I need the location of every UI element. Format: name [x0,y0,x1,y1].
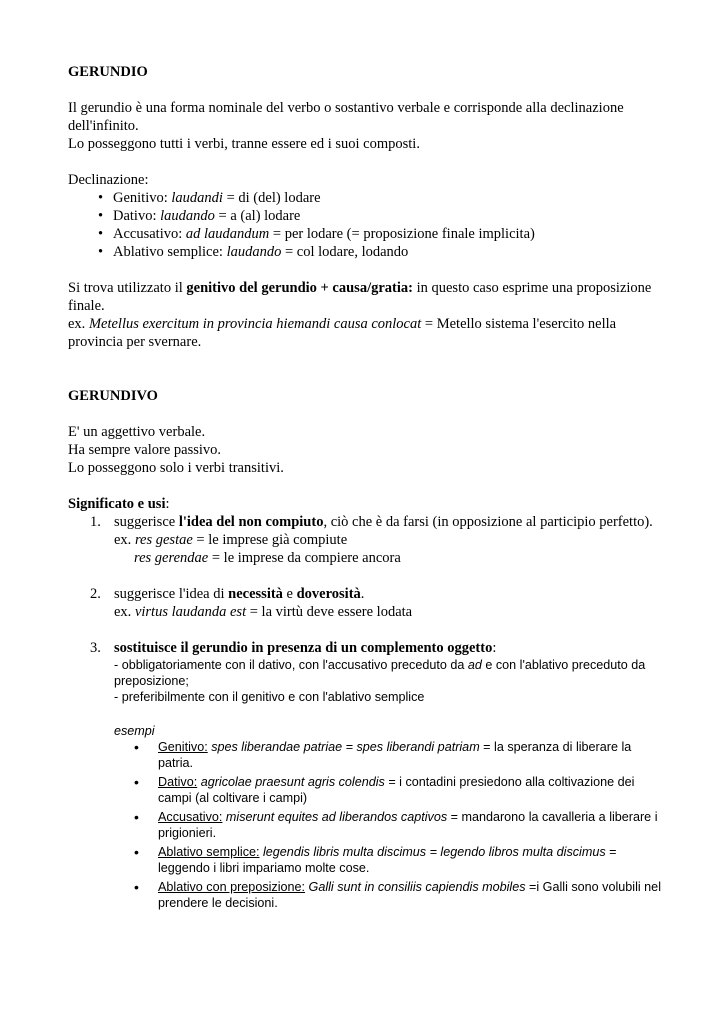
list-item: • Genitivo: spes liberandae patriae = spes liberandi patriam = la speranza di liberare la patria. [68,739,668,771]
declinazione-list [68,189,668,261]
list-item: • Genitivo: laudandi = di (del) lodare [68,189,668,207]
list-item: • Ablativo con preposizione: Galli sunt in consiliis capiendis mobiles =i Galli sono volubili nel prendere le decisioni. [68,879,668,911]
list-item: • Dativo: laudando = a (al) lodare [68,207,668,225]
gerundivo-line-1: E' un aggettivo verbale. [68,424,206,440]
list-item: • Ablativo semplice: legendis libris multa discimus = legendo libros multa discimus = leggendo i libri impariamo molte cose. [68,844,668,876]
gerundivo-line-3: Lo posseggono solo i verbi transitivi. [68,460,284,476]
gerundivo-title: GERUNDIVO [68,388,158,404]
gerundio-example: ex. Metellus exercitum in provincia hiemandi causa conlocat = Metello sistema l'esercito nella provincia per svernare. [68,316,617,350]
document-page [68,63,668,914]
declinazione-label: Declinazione: [68,172,149,188]
significato-label: Significato e usi: [68,496,170,512]
gerundio-intro-2: Lo posseggono tutti i verbi, tranne essere ed i suoi composti. [68,136,420,152]
esempi-label: esempi [114,724,155,738]
usage-item-3: 3. sostituisce il gerundio in presenza di un complemento oggetto: [90,640,497,656]
gerundivo-line-2: Ha sempre valore passivo. [68,442,222,458]
gerundio-uso: Si trova utilizzato il genitivo del gerundio + causa/gratia: in questo caso esprime una proposizione finale. [68,280,652,314]
gerundio-intro-1: Il gerundio è una forma nominale del verbo o sostantivo verbale e corrisponde alla declinazione dell'infinito. [68,100,624,134]
usage-item-3-notes: - obbligatoriamente con il dativo, con l'accusativo preceduto da ad e con l'ablativo preceduto da preposizione; - preferibilmente con il genitivo e con l'ablativo semplice esempi [68,657,668,739]
list-item: • Ablativo semplice: laudando = col lodare, lodando [68,243,668,261]
gerundio-title: GERUNDIO [68,64,148,80]
usage-item-1: 1. suggerisce l'idea del non compiuto, ciò che è da farsi (in opposizione al participio perfetto). ex. res gestae = le imprese già compiute res gerendae = le imprese da compiere ancora [90,514,653,566]
usage-item-2: 2. suggerisce l'idea di necessità e doverosità. ex. virtus laudanda est = la virtù deve essere lodata [90,586,413,620]
list-item: • Dativo: agricolae praesunt agris colendis = i contadini presiedono alla coltivazione dei campi (al coltivare i campi) [68,774,668,806]
esempi-list [68,739,668,911]
list-item: • Accusativo: ad laudandum = per lodare (= proposizione finale implicita) [68,225,668,243]
list-item: • Accusativo: miserunt equites ad liberandos captivos = mandarono la cavalleria a liberare i prigionieri. [68,809,668,841]
